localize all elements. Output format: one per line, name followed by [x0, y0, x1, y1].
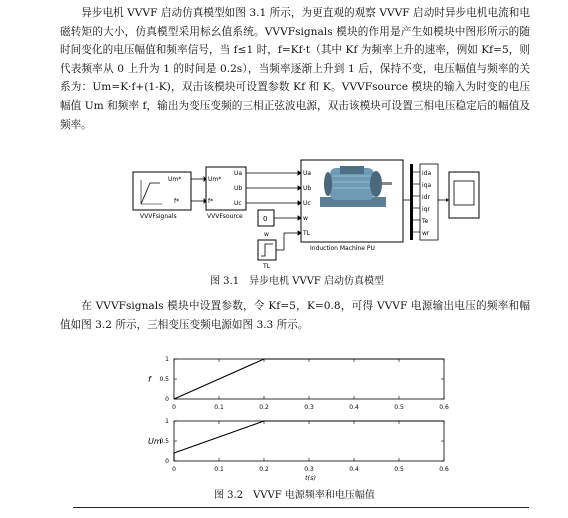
out-iqr: iqr — [422, 206, 430, 213]
machine-label: Induction Machine PU — [310, 245, 375, 252]
out-iqa: iqa — [422, 182, 432, 189]
x-axis-label: t(s) — [305, 474, 317, 482]
y-tick-label: 0.5 — [159, 438, 169, 445]
step-label: TL — [263, 263, 271, 270]
port-uc-out: Uc — [234, 200, 242, 207]
port-f-in: f* — [208, 198, 214, 205]
paragraph-params: 在 VVVFsignals 模块中设置参数，令 Kf=5，K=0.8，可得 VVVF 电源输出电压的频率和幅值如图 3.2 所示，三相变压变频电源如图 3.3 所示。 — [60, 300, 530, 331]
x-tick-label: 0 — [172, 466, 176, 473]
port-ub-out: Ub — [234, 185, 243, 192]
chart-panel-2 — [148, 418, 449, 482]
page-bottom-rule — [73, 507, 529, 508]
port-ua-in: Ua — [303, 170, 312, 177]
x-tick-label: 0.5 — [394, 466, 404, 473]
port-w-in: w — [303, 215, 308, 222]
constant-label: w — [264, 231, 269, 238]
y-tick-label: 1 — [165, 356, 169, 363]
port-uc-in: Uc — [303, 200, 311, 207]
x-tick-label: 0.1 — [214, 466, 224, 473]
constant-value: 0 — [263, 215, 268, 223]
figure1-caption: 图 3.1 异步电机 VVVF 启动仿真模型 — [210, 276, 385, 287]
x-tick-label: 0.4 — [349, 404, 359, 411]
y-tick-label: 0 — [165, 396, 169, 403]
port-ub-in: Ub — [303, 185, 312, 192]
port-ua-out: Ua — [234, 170, 243, 177]
y-tick-label: 0.5 — [159, 376, 169, 383]
y-axis-label: f — [148, 375, 151, 384]
y-tick-label: 0 — [165, 458, 169, 465]
out-wr: wr — [422, 230, 430, 237]
port-tl-in: TL — [303, 230, 311, 237]
x-tick-label: 0.4 — [349, 466, 359, 473]
out-te: Te — [422, 218, 429, 225]
x-tick-label: 0.1 — [214, 404, 224, 411]
x-tick-label: 0.2 — [259, 404, 269, 411]
x-tick-label: 0.3 — [304, 404, 314, 411]
paragraph-intro: 异步电机 VVVF 启动仿真模型如图 3.1 所示，为更直观的观察 VVVF 启动时异步电机电流和电磁转矩的大小，仿真模型采用标幺值系统。VVVFsignals 模块的作用是产生如模块中图形所示的随时间变化的电压幅值和频率信号，当 f≤1 时，f=Kf·t（其中 Kf 为频率上升的速率，例如 Kf=5，则代表频率从 0 上升为 1 的时间是 0.2s），当频率逐渐上升到 1 后，保持不变，电压幅值与频率的关系为：Um=K·f+(1-K)，双击该模块可设置参数 Kf 和 K。VVVFsource 模块的输入为时变的电压幅值 Um 和频率 f，输出为变压变频的三相正弦波电源，双击该模块可设置三相电压稳定后的幅值及频率。 — [60, 7, 530, 131]
series-line-1 — [174, 359, 444, 399]
y-axis-label: Um — [148, 437, 162, 446]
out-idr: idr — [422, 194, 430, 201]
x-tick-label: 0.6 — [439, 404, 449, 411]
figure2-caption: 图 3.2 VVVF 电源频率和电压幅值 — [214, 490, 375, 501]
x-tick-label: 0.3 — [304, 466, 314, 473]
x-tick-label: 0.2 — [259, 466, 269, 473]
vvvfsignals-label: VVVFsignals — [140, 213, 177, 220]
vvvfsource-label: VVVFsource — [207, 213, 243, 220]
out-ida: ida — [422, 170, 432, 177]
x-tick-label: 0 — [172, 404, 176, 411]
series-line-2 — [174, 421, 444, 461]
plot-frame — [174, 359, 444, 399]
y-tick-label: 1 — [165, 418, 169, 425]
port-um-in: Um* — [208, 176, 222, 183]
chart-panel-1 — [148, 356, 449, 411]
port-um-out: Um* — [168, 176, 182, 183]
x-tick-label: 0.6 — [439, 466, 449, 473]
x-tick-label: 0.5 — [394, 404, 404, 411]
plot-frame — [174, 421, 444, 461]
port-f-out: f* — [174, 198, 180, 205]
